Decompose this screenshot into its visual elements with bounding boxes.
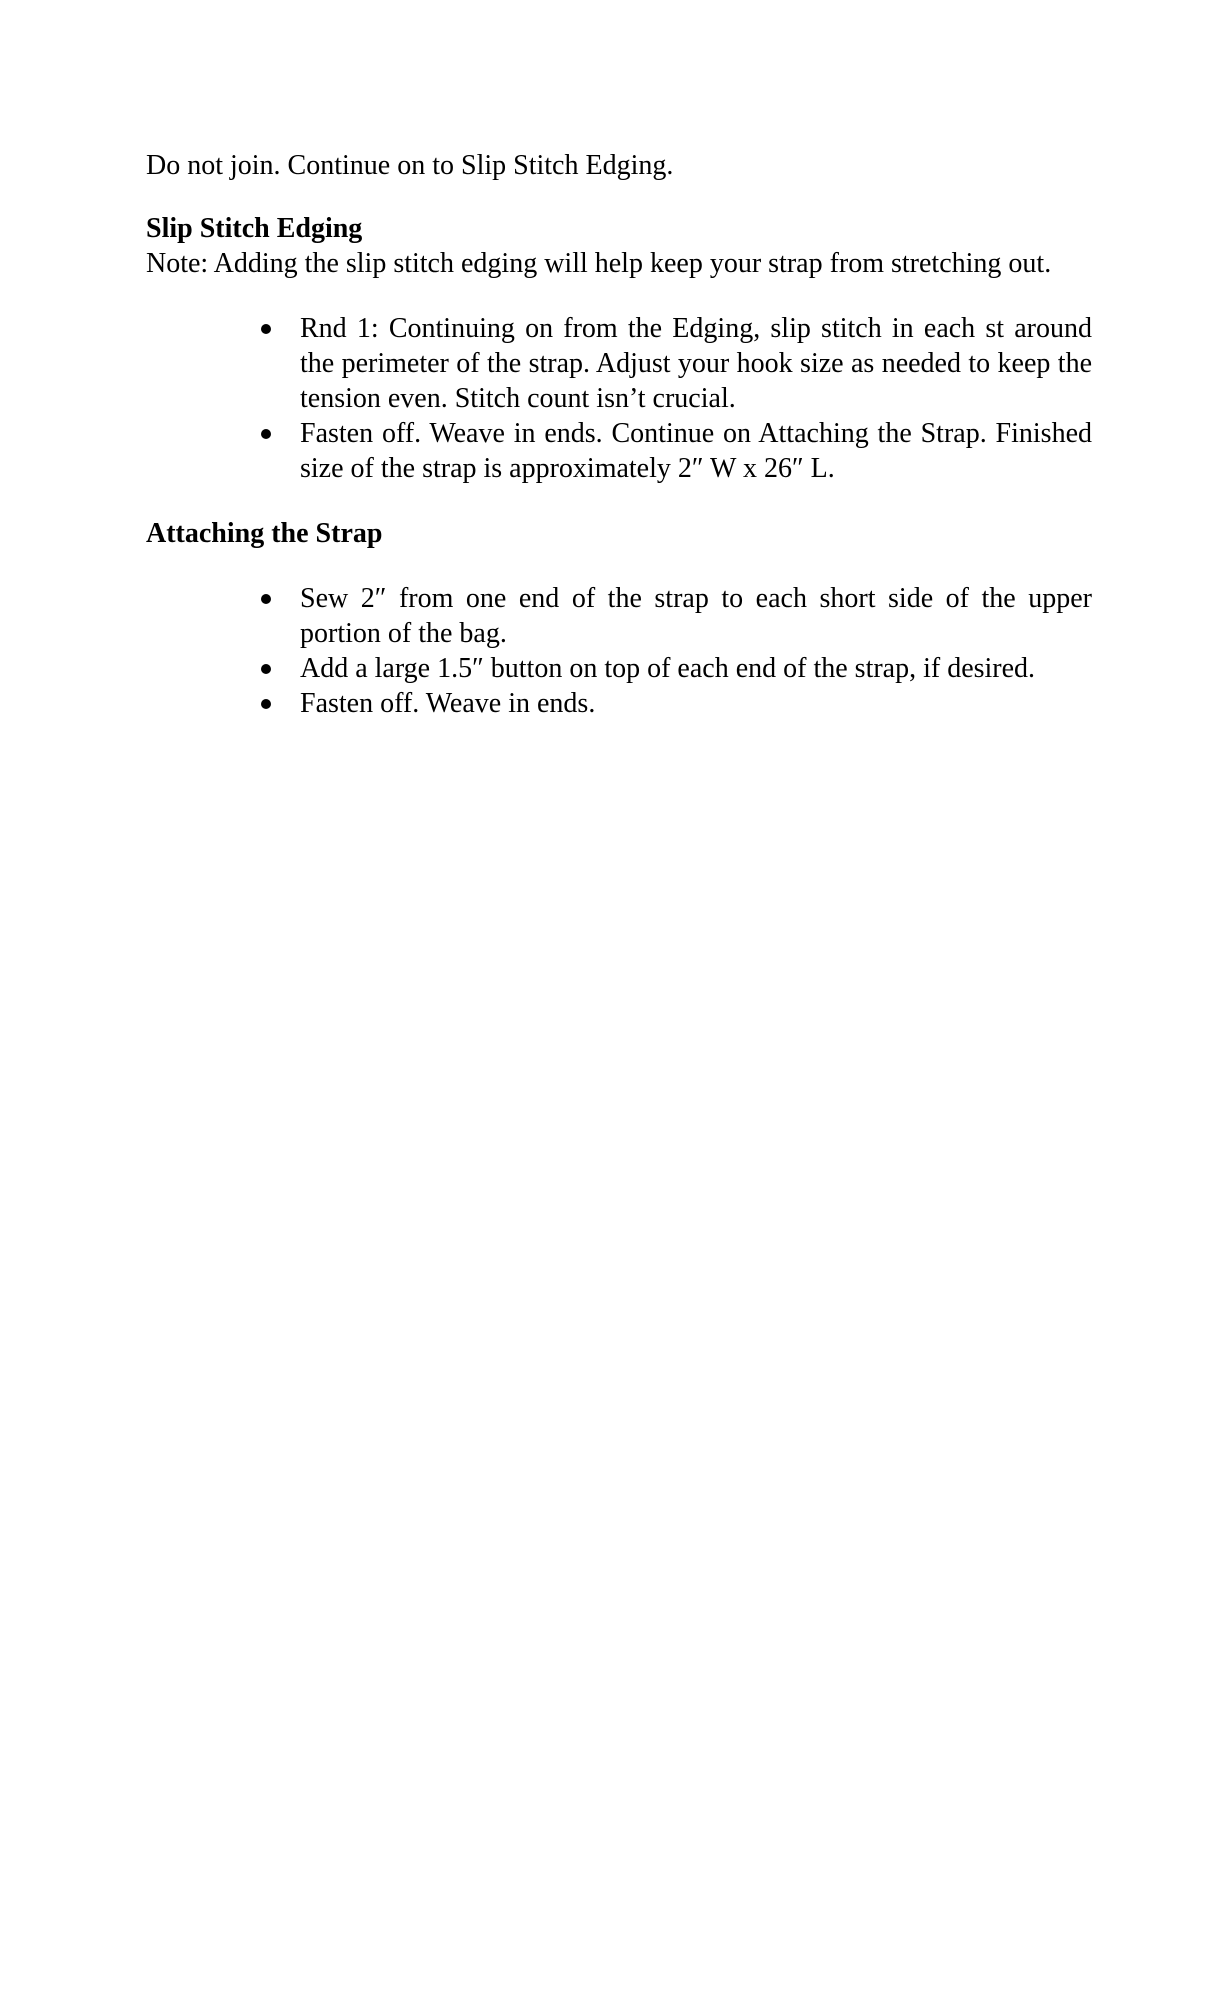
list-item-text: Fasten off. Weave in ends.	[300, 688, 596, 719]
list-item-text: Sew 2″ from one end of the strap to each short side of the upper portion of the bag.	[300, 583, 1092, 649]
bullet-icon	[256, 416, 276, 451]
section-attaching-the-strap	[146, 516, 1092, 721]
bullet-icon	[256, 686, 276, 721]
bullet-icon	[256, 581, 276, 616]
list-item	[146, 311, 1092, 416]
list-item	[146, 686, 1092, 721]
intro-paragraph: Do not join. Continue on to Slip Stitch Edging.	[146, 150, 674, 181]
list-item	[146, 581, 1092, 651]
list-item	[146, 416, 1092, 486]
section-slip-stitch-edging	[146, 211, 1092, 486]
section-note: Note: Adding the slip stitch edging will help keep your strap from stretching out.	[146, 248, 1052, 279]
list-item	[146, 651, 1092, 686]
section-heading: Slip Stitch Edging	[146, 213, 363, 244]
section-heading: Attaching the Strap	[146, 518, 383, 549]
bullet-icon	[256, 651, 276, 686]
list-item-text: Fasten off. Weave in ends. Continue on Attaching the Strap. Finished size of the strap is approximately 2″ W x 26″ L.	[300, 418, 1092, 484]
bullet-list	[146, 581, 1092, 721]
bullet-icon	[256, 311, 276, 346]
list-item-text: Rnd 1: Continuing on from the Edging, slip stitch in each st around the perimeter of the strap. Adjust your hook size as needed to keep the tension even. Stitch count isn’t crucial.	[300, 313, 1092, 414]
bullet-list	[146, 311, 1092, 486]
document-page	[146, 148, 1092, 751]
list-item-text: Add a large 1.5″ button on top of each end of the strap, if desired.	[300, 653, 1036, 684]
